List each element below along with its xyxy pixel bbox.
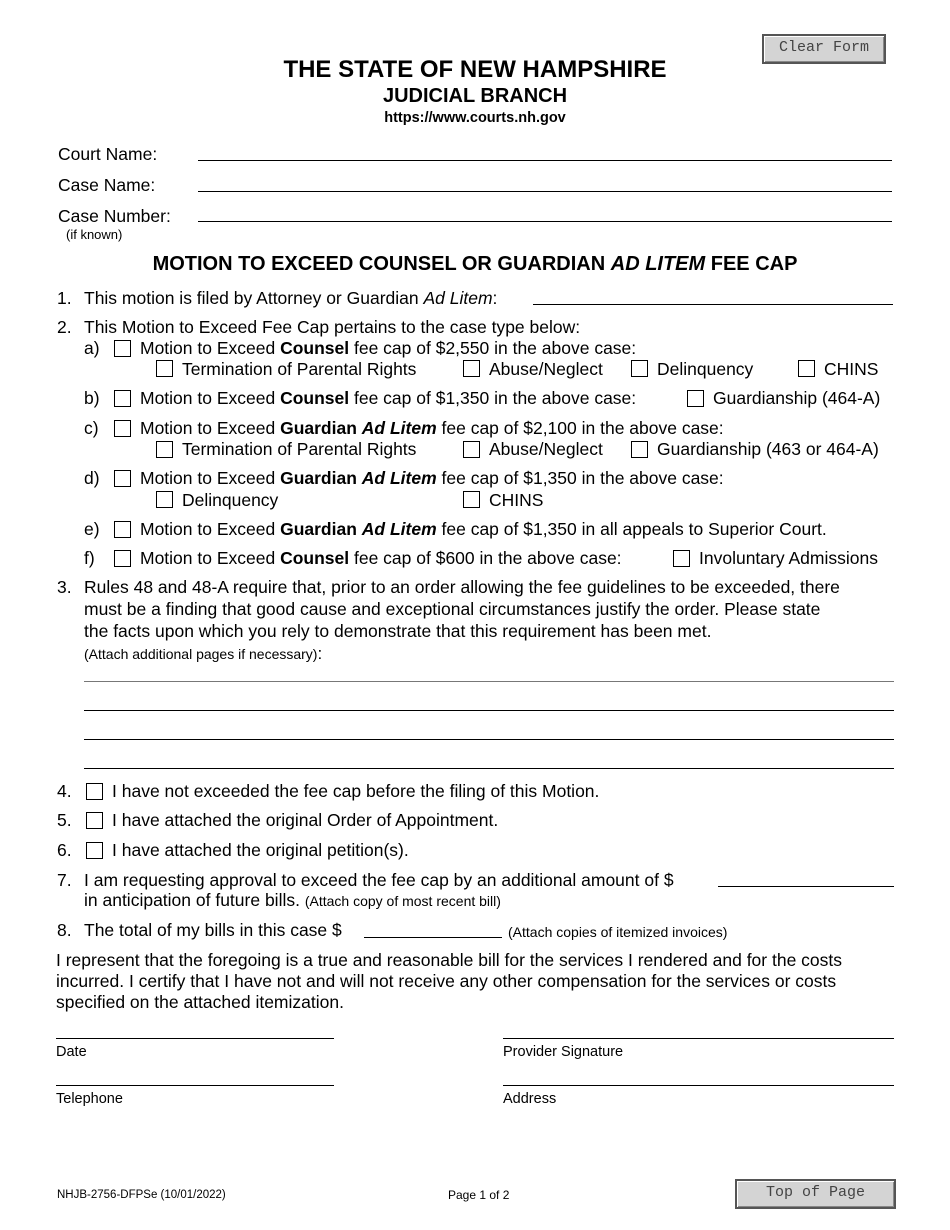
if-known-note: (if known) — [66, 227, 123, 242]
item-1-text — [84, 287, 497, 309]
provider-signature-label: Provider Signature — [503, 1044, 624, 1060]
option-c-checkbox[interactable] — [114, 420, 131, 437]
case-number-label: Case Number: — [58, 206, 171, 226]
f-counsel: Counsel — [280, 548, 350, 568]
c-guardianship-label: Guardianship (463 or 464-A) — [657, 439, 879, 459]
a-motion: Motion to Exceed — [140, 338, 281, 358]
option-c-text — [140, 417, 724, 439]
c-rest: fee cap of $2,100 in the above case: — [436, 418, 724, 438]
form-title — [0, 253, 950, 276]
item-2-number: 2. — [57, 317, 72, 337]
option-a-text — [140, 337, 636, 359]
item-3-line2: must be a finding that good cause and exceptional circumstances justify the order. Please state — [84, 599, 821, 619]
date-label: Date — [56, 1044, 87, 1060]
a-delinquency-checkbox[interactable] — [631, 360, 648, 377]
d-chins-checkbox[interactable] — [463, 491, 480, 508]
address-label: Address — [503, 1091, 557, 1107]
item-3-attach: (Attach additional pages if necessary): — [84, 644, 323, 663]
f-rest: fee cap of $600 in the above case: — [349, 548, 622, 568]
option-e-text — [140, 518, 827, 540]
option-a-checkbox[interactable] — [114, 340, 131, 357]
state-title: THE STATE OF NEW HAMPSHIRE — [283, 56, 667, 83]
f-motion: Motion to Exceed — [140, 548, 281, 568]
telephone-field[interactable] — [56, 1085, 334, 1086]
d-delinquency-checkbox[interactable] — [156, 491, 173, 508]
b-rest: fee cap of $1,350 in the above case: — [349, 388, 637, 408]
a-rest: fee cap of $2,550 in the above case: — [349, 338, 637, 358]
title-italic: AD LITEM — [610, 253, 706, 275]
title-part2: FEE CAP — [705, 253, 798, 275]
option-e-label: e) — [84, 519, 100, 539]
item-3-attach-text: (Attach additional pages if necessary) — [84, 646, 318, 662]
certification-line2: incurred. I certify that I have not and will not receive any other compensation for the services or costs — [56, 971, 837, 991]
c-ad-litem: Ad Litem — [361, 418, 437, 438]
title-part1: MOTION TO EXCEED COUNSEL OR GUARDIAN — [152, 253, 611, 275]
option-f-text — [140, 547, 622, 569]
item-6-number: 6. — [57, 840, 72, 860]
item-7-line1: I am requesting approval to exceed the fee cap by an additional amount of $ — [84, 870, 674, 890]
e-guardian: Guardian — [280, 519, 362, 539]
item-4-text: I have not exceeded the fee cap before the filing of this Motion. — [112, 781, 600, 801]
option-b-text — [140, 387, 636, 409]
d-guardian: Guardian — [280, 468, 362, 488]
facts-line-2[interactable] — [84, 710, 894, 711]
b-guardianship-checkbox[interactable] — [687, 390, 704, 407]
item-1-number: 1. — [57, 288, 72, 308]
item-3-number: 3. — [57, 577, 72, 597]
option-c-label: c) — [84, 418, 99, 438]
d-delinquency-label: Delinquency — [182, 490, 279, 510]
option-a-label: a) — [84, 338, 100, 358]
attorney-gal-name-field[interactable] — [533, 304, 893, 305]
facts-line-4[interactable] — [84, 768, 894, 769]
a-abuse-checkbox[interactable] — [463, 360, 480, 377]
branch-title: JUDICIAL BRANCH — [382, 85, 568, 107]
b-guardianship-label: Guardianship (464-A) — [713, 388, 881, 408]
item-5-number: 5. — [57, 810, 72, 830]
option-d-checkbox[interactable] — [114, 470, 131, 487]
a-tpr-checkbox[interactable] — [156, 360, 173, 377]
telephone-label: Telephone — [56, 1091, 123, 1107]
case-name-label: Case Name: — [58, 175, 156, 195]
c-tpr-label: Termination of Parental Rights — [182, 439, 417, 459]
item-8-number: 8. — [57, 920, 72, 940]
page-number: Page 1 of 2 — [448, 1188, 510, 1202]
date-field[interactable] — [56, 1038, 334, 1039]
item-1-italic: Ad Litem — [423, 288, 493, 308]
item-7-future: in anticipation of future bills. — [84, 890, 300, 910]
a-abuse-label: Abuse/Neglect — [489, 359, 603, 379]
a-counsel: Counsel — [280, 338, 350, 358]
item-3-line1: Rules 48 and 48-A require that, prior to an order allowing the fee guidelines to be exceeded, there — [84, 577, 840, 597]
e-ad-litem: Ad Litem — [361, 519, 437, 539]
item-7-line2 — [84, 889, 501, 912]
item-1-colon: : — [492, 288, 498, 308]
c-guardian: Guardian — [280, 418, 362, 438]
a-chins-label: CHINS — [824, 359, 879, 379]
c-motion: Motion to Exceed — [140, 418, 281, 438]
c-abuse-checkbox[interactable] — [463, 441, 480, 458]
case-number-field[interactable] — [198, 221, 892, 222]
item-6-checkbox[interactable] — [86, 842, 103, 859]
facts-line-3[interactable] — [84, 739, 894, 740]
e-motion: Motion to Exceed — [140, 519, 281, 539]
item-8-text: The total of my bills in this case $ — [84, 920, 342, 940]
a-delinquency-label: Delinquency — [657, 359, 754, 379]
c-abuse-label: Abuse/Neglect — [489, 439, 603, 459]
facts-line-1[interactable] — [84, 681, 894, 682]
court-name-label: Court Name: — [58, 144, 158, 164]
option-f-checkbox[interactable] — [114, 550, 131, 567]
court-url: https://www.courts.nh.gov — [384, 110, 566, 126]
b-counsel: Counsel — [280, 388, 350, 408]
item-3-line3: the facts upon which you rely to demonstrate that this requirement has been met. — [84, 621, 712, 641]
f-involuntary-checkbox[interactable] — [673, 550, 690, 567]
item-6-text: I have attached the original petition(s). — [112, 840, 409, 860]
d-chins-label: CHINS — [489, 490, 544, 510]
court-name-field[interactable] — [198, 160, 892, 161]
item-7-number: 7. — [57, 870, 72, 890]
item-7-attach: (Attach copy of most recent bill) — [304, 893, 501, 909]
option-f-label: f) — [84, 548, 95, 568]
total-bills-field[interactable] — [364, 937, 502, 938]
clear-form-button[interactable]: Clear Form — [762, 34, 886, 64]
d-rest: fee cap of $1,350 in the above case: — [436, 468, 724, 488]
option-d-text — [140, 467, 724, 489]
option-e-checkbox[interactable] — [114, 521, 131, 538]
address-field[interactable] — [503, 1085, 894, 1086]
provider-signature-field[interactable] — [503, 1038, 894, 1039]
additional-amount-field[interactable] — [718, 886, 894, 887]
top-of-page-button[interactable]: Top of Page — [735, 1179, 896, 1209]
c-tpr-checkbox[interactable] — [156, 441, 173, 458]
a-tpr-label: Termination of Parental Rights — [182, 359, 417, 379]
item-5-checkbox[interactable] — [86, 812, 103, 829]
d-ad-litem: Ad Litem — [361, 468, 437, 488]
item-1-label: This motion is filed by Attorney or Guardian — [84, 288, 424, 308]
item-5-text: I have attached the original Order of Appointment. — [112, 810, 499, 830]
form-id: NHJB-2756-DFPSe (10/01/2022) — [57, 1189, 226, 1201]
item-2-text: This Motion to Exceed Fee Cap pertains to the case type below: — [84, 317, 581, 337]
option-d-label: d) — [84, 468, 100, 488]
item-4-checkbox[interactable] — [86, 783, 103, 800]
a-chins-checkbox[interactable] — [798, 360, 815, 377]
certification-line1: I represent that the foregoing is a true and reasonable bill for the services I rendered and for the costs — [56, 950, 843, 970]
e-rest: fee cap of $1,350 in all appeals to Superior Court. — [436, 519, 827, 539]
option-b-checkbox[interactable] — [114, 390, 131, 407]
b-motion: Motion to Exceed — [140, 388, 281, 408]
item-4-number: 4. — [57, 781, 72, 801]
d-motion: Motion to Exceed — [140, 468, 281, 488]
c-guardianship-checkbox[interactable] — [631, 441, 648, 458]
certification-line3: specified on the attached itemization. — [56, 992, 344, 1012]
case-name-field[interactable] — [198, 191, 892, 192]
f-involuntary-label: Involuntary Admissions — [699, 548, 878, 568]
option-b-label: b) — [84, 388, 100, 408]
item-8-attach: (Attach copies of itemized invoices) — [508, 924, 728, 940]
